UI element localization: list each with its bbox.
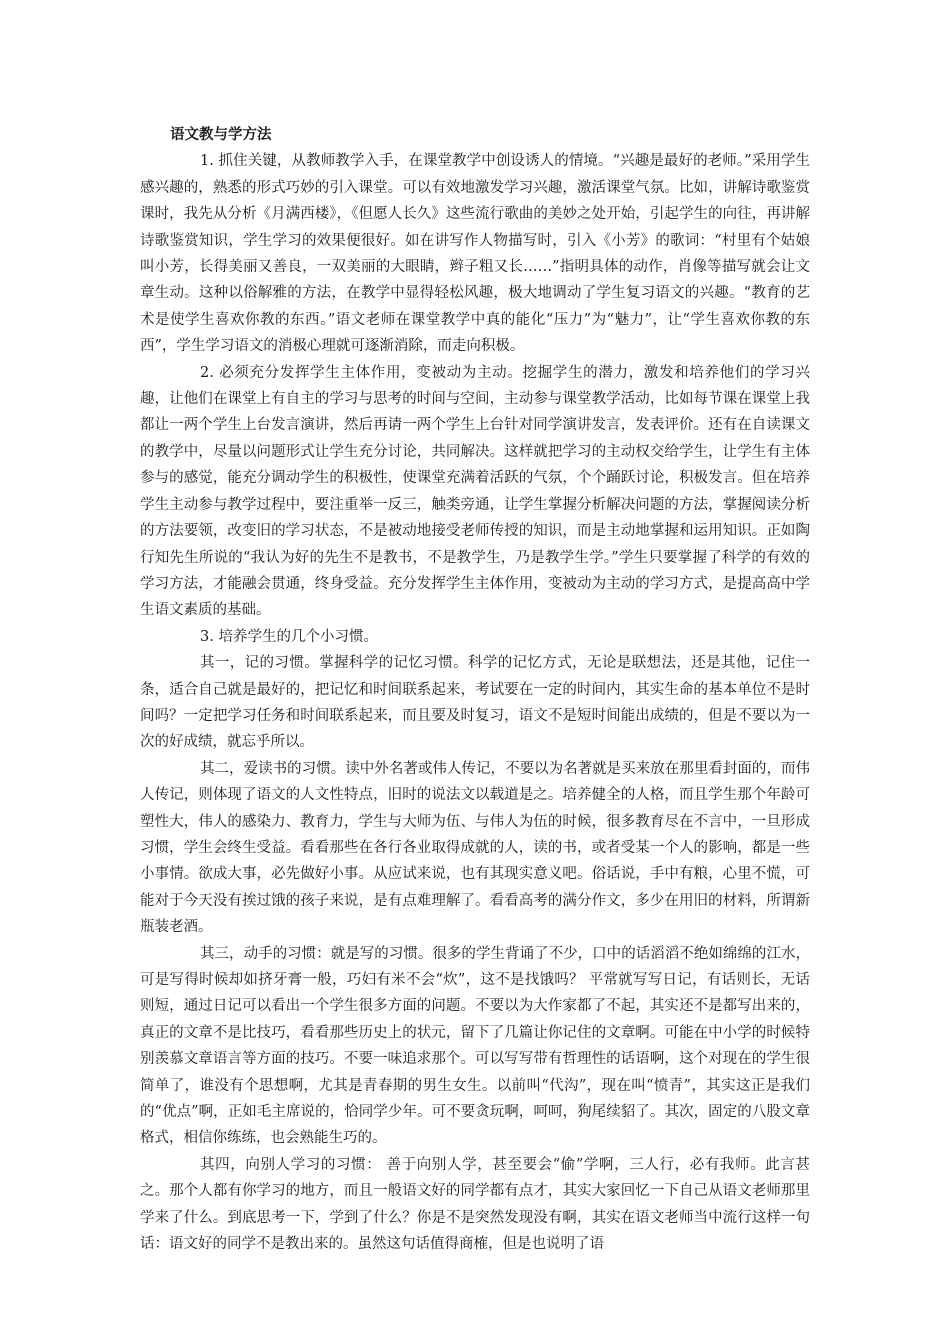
document-body xyxy=(140,122,810,1257)
paragraph-2: 2. 必须充分发挥学生主体作用，变被动为主动。挖掘学生的潜力，激发和培养他们的学习兴趣，让他们在课堂上有自主的学习与思考的时间与空间，主动参与课堂教学活动，比如每节课在课堂上我都让一两个学生上台发言演讲，然后再请一两个学生上台针对同学演讲发言，发表评价。还有在自读课文的教学中，尽量以问题形式让学生充分讨论，共同解决。这样就把学习的主动权交给学生，让学生有主体参与的感觉，能充分调动学生的积极性，使课堂充满着活跃的气氛，个个踊跃讨论，积极发言。但在培养学生主动参与教学过程中，要注重举一反三，触类旁通，让学生掌握分析解决问题的方法，掌握阅读分析的方法要领，改变旧的学习状态，不是被动地接受老师传授的知识，而是主动地掌握和运用知识。正如陶行知先生所说的“我认为好的先生不是教书，不是教学生，乃是教学生学。”学生只要掌握了科学的有效的学习方法，才能融会贯通，终身受益。充分发挥学生主体作用，变被动为主动的学习方式，是提高高中学生语文素质的基础。 xyxy=(140,364,810,619)
paragraph-3: 3. 培养学生的几个小习惯。 xyxy=(200,628,378,645)
paragraph-1: 1. 抓住关键，从教师教学入手，在课堂教学中创设诱人的情境。“兴趣是最好的老师。”采用学生感兴趣的，熟悉的形式巧妙的引入课堂。可以有效地激发学习兴趣，激活课堂气氛。比如，讲解诗歌鉴赏课时，我先从分析《月满西楼》，《但愿人长久》这些流行歌曲的美妙之处开始，引起学生的向往，再讲解诗歌鉴赏知识，学生学习的效果便很好。如在讲写作人物描写时，引入《小芳》的歌词：“村里有个姑娘叫小芳，长得美丽又善良，一双美丽的大眼睛，辫子粗又长……”指明具体的动作，肖像等描写就会让文章生动。这种以俗解雅的方法，在教学中显得轻松风趣，极大地调动了学生复习语文的兴趣。“教育的艺术是使学生喜欢你教的东西。”语文老师在课堂教学中真的能化“压力”为“魅力”，让“学生喜欢你教的东西”，学生学习语文的消极心理就可逐渐消除，而走向积极。 xyxy=(140,153,810,355)
document-title: 语文教与学方法 xyxy=(170,126,272,143)
paragraph-7: 其四，向别人学习的习惯： 善于向别人学，甚至要会“偷”学啊，三人行，必有我师。此言甚之。那个人都有你学习的地方，而且一般语文好的同学都有点才，其实大家回忆一下自己从语文老师那里学来了什么。到底思考一下，学到了什么？你是不是突然发现没有啊，其实在语文老师当中流行这样一句话：语文好的同学不是教出来的。虽然这句话值得商榷，但是也说明了语 xyxy=(140,1156,810,1253)
paragraph-5: 其二，爱读书的习惯。读中外名著或伟人传记，不要以为名著就是买来放在那里看封面的，而伟人传记，则体现了语文的人文性特点，旧时的说法文以载道是之。培养健全的人格，而且学生那个年龄可塑性大，伟人的感染力、教育力，学生与大师为伍、与伟人为伍的时候，很多教育尽在不言中，一旦形成习惯，学生会终生受益。看看那些在各行各业取得成就的人，读的书，或者受某一个人的影响，都是一些小事情。欲成大事，必先做好小事。从应试来说，也有其现实意义吧。俗话说，手中有粮，心里不慌，可能对于今天没有挨过饿的孩子来说，是有点难理解了。看看高考的满分作文，多少在用旧的材料，所谓新瓶装老酒。 xyxy=(140,760,810,936)
paragraph-4: 其一，记的习惯。掌握科学的记忆习惯。科学的记忆方式，无论是联想法，还是其他，记住一条，适合自己就是最好的，把记忆和时间联系起来，考试要在一定的时间内，其实生命的基本单位不是时间吗？一定把学习任务和时间联系起来，而且要及时复习，语文不是短时间能出成绩的，但是不要以为一次的好成绩，就忘乎所以。 xyxy=(140,655,810,751)
paragraph-6: 其三，动手的习惯：就是写的习惯。很多的学生背诵了不少，口中的话滔滔不绝如绵绵的江水，可是写得时候却如挤牙膏一般，巧妇有米不会“炊”，这不是找饿吗？ 平常就写写日记，有话则长，无话则短，通过日记可以看出一个学生很多方面的问题。不要以为大作家都了不起，其实还不是都写出来的，真正的文章不是比技巧，看看那些历史上的状元，留下了几篇让你记住的文章啊。可能在中小学的时候特别羡慕文章语言等方面的技巧。不要一味追求那个。可以写写带有哲理性的话语啊，这个对现在的学生很简单了，谁没有个思想啊，尤其是青春期的男生女生。以前叫“代沟”，现在叫“愤青”，其实这正是我们的“优点”啊，正如毛主席说的，恰同学少年。可不要贪玩啊，呵呵，狗尾续貂了。其次，固定的八股文章格式，相信你练练，也会熟能生巧的。 xyxy=(140,945,810,1147)
